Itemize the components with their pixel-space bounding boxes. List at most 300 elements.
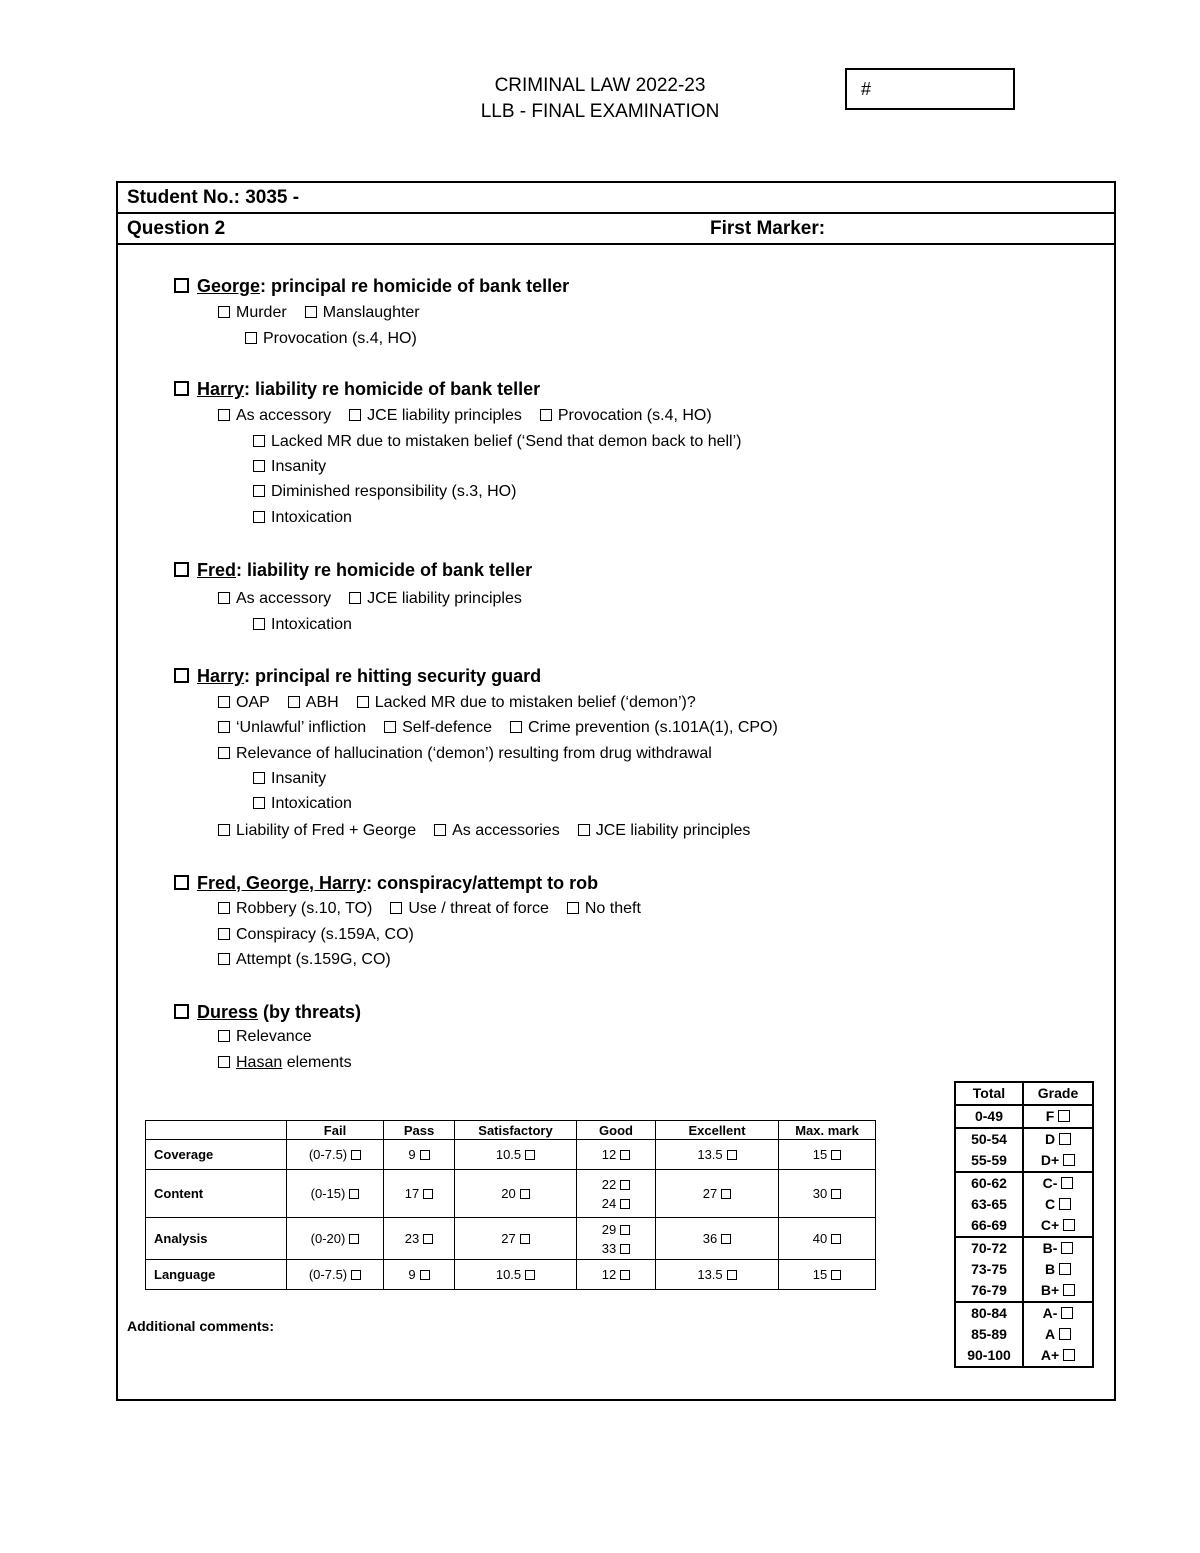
header-cell: Satisfactory — [455, 1121, 577, 1140]
mark-option — [384, 1265, 454, 1284]
checklist-item-label: ‘Unlawful’ infliction — [236, 719, 367, 736]
mark-value: 27 — [702, 1186, 718, 1201]
checkbox-icon[interactable] — [351, 1270, 361, 1280]
header-cell: Pass — [384, 1121, 455, 1140]
checklist-line — [218, 951, 391, 969]
mark-cell — [455, 1218, 577, 1260]
mark-option — [577, 1239, 655, 1258]
total-range: 50-54 — [971, 1131, 1007, 1147]
mark-value: 9 — [408, 1267, 416, 1282]
total-range: 73-75 — [971, 1261, 1007, 1277]
mark-value: 12 — [601, 1267, 617, 1282]
checkbox-icon[interactable] — [218, 306, 230, 318]
mark-value: 13.5 — [697, 1147, 723, 1162]
checkbox-icon[interactable] — [1059, 1198, 1071, 1210]
issue-title: (by threats) — [258, 1002, 362, 1022]
checkbox-icon[interactable] — [218, 592, 230, 604]
checklist-line — [218, 1054, 352, 1072]
grade-letter: C- — [1042, 1175, 1058, 1191]
mark-option — [384, 1145, 454, 1164]
checklist-item-label: Relevance of hallucination (‘demon’) resulting from drug withdrawal — [236, 745, 712, 762]
party-name: Harry — [197, 379, 245, 399]
mark-cell — [779, 1170, 876, 1218]
checkbox-icon[interactable] — [620, 1270, 630, 1280]
mark-cell — [656, 1170, 779, 1218]
grade-letter: B- — [1042, 1240, 1058, 1256]
grade-header-row — [955, 1082, 1093, 1105]
criterion-label: Language — [146, 1260, 287, 1290]
mark-cell — [455, 1170, 577, 1218]
checklist-item-label: As accessory — [236, 590, 332, 607]
checkbox-icon[interactable] — [218, 928, 230, 940]
grade-letter: C — [1044, 1196, 1056, 1212]
checkbox-icon[interactable] — [174, 562, 189, 577]
mark-value: 29 — [601, 1221, 617, 1237]
mark-option — [384, 1229, 454, 1248]
checkbox-icon[interactable] — [1063, 1219, 1075, 1231]
checkbox-icon[interactable] — [620, 1150, 630, 1160]
checkbox-icon[interactable] — [349, 409, 361, 421]
mark-cell — [455, 1260, 577, 1290]
checkbox-icon[interactable] — [721, 1189, 731, 1199]
issue-heading — [174, 1002, 361, 1023]
mark-value: 10.5 — [495, 1147, 522, 1162]
checkbox-icon[interactable] — [620, 1199, 630, 1209]
table-header-row — [146, 1121, 876, 1140]
checkbox-icon[interactable] — [253, 511, 265, 523]
table-row — [146, 1170, 876, 1218]
checkbox-icon[interactable] — [423, 1189, 433, 1199]
grade-option — [1024, 1345, 1092, 1366]
grade-letter: B — [1044, 1261, 1056, 1277]
grade-band-row — [955, 1105, 1093, 1128]
issue-heading — [174, 666, 541, 687]
checkbox-icon[interactable] — [349, 1189, 359, 1199]
issue-title: : conspiracy/attempt to rob — [366, 873, 599, 893]
mark-cell — [779, 1218, 876, 1260]
mark-cell — [577, 1170, 656, 1218]
checklist-line — [218, 694, 696, 712]
checklist-item-label: Crime prevention (s.101A(1), CPO) — [527, 719, 778, 736]
checklist-item-label: As accessory — [236, 407, 332, 424]
mark-option — [577, 1145, 655, 1164]
party-name: Fred, George, Harry — [197, 873, 367, 893]
hash-label: # — [861, 79, 872, 99]
criterion-label: Content — [146, 1170, 287, 1218]
mark-option — [577, 1175, 655, 1194]
party-name: George — [197, 276, 261, 296]
mark-value: (0-15) — [310, 1186, 346, 1201]
checkbox-icon[interactable] — [1061, 1177, 1073, 1189]
checkbox-icon[interactable] — [390, 902, 402, 914]
checklist-line — [245, 330, 417, 348]
mark-option — [656, 1145, 778, 1164]
grade-letter: A — [1044, 1326, 1056, 1342]
header-cell: Max. mark — [779, 1121, 876, 1140]
checkbox-icon[interactable] — [525, 1270, 535, 1280]
mark-option — [779, 1265, 875, 1284]
checklist-item-label: Attempt (s.159G, CO) — [236, 951, 391, 968]
grade-option — [1024, 1215, 1092, 1236]
mark-cell — [656, 1140, 779, 1170]
checkbox-icon[interactable] — [727, 1270, 737, 1280]
checklist-line — [253, 509, 352, 527]
checkbox-icon[interactable] — [218, 953, 230, 965]
checklist-line — [218, 304, 420, 322]
checkbox-icon[interactable] — [174, 1004, 189, 1019]
grade-letter: C+ — [1040, 1217, 1060, 1233]
mark-option — [656, 1229, 778, 1248]
grade-option — [1024, 1238, 1092, 1259]
mark-value: 13.5 — [697, 1267, 723, 1282]
checkbox-icon[interactable] — [218, 1030, 230, 1042]
divider — [116, 243, 1116, 245]
grade-letter: D+ — [1040, 1152, 1060, 1168]
mark-cell — [384, 1260, 455, 1290]
checkbox-icon[interactable] — [218, 902, 230, 914]
issue-title: : principal re hitting security guard — [244, 666, 542, 686]
grade-option — [1024, 1280, 1092, 1301]
checklist-line — [253, 433, 741, 451]
checklist-item-label: Intoxication — [271, 616, 352, 633]
checklist-item-label: JCE liability principles — [367, 590, 522, 607]
checkbox-icon[interactable] — [1063, 1284, 1075, 1296]
issue-title: : liability re homicide of bank teller — [244, 379, 541, 399]
table-row — [146, 1140, 876, 1170]
checklist-line — [218, 1028, 312, 1046]
grade-option — [1024, 1303, 1092, 1324]
mark-cell — [577, 1218, 656, 1260]
total-range: 85-89 — [971, 1326, 1007, 1342]
checklist-line — [253, 770, 326, 788]
grade-header: Grade — [1023, 1082, 1093, 1105]
checkbox-icon[interactable] — [1058, 1110, 1070, 1122]
checklist-item-label: Insanity — [271, 458, 327, 475]
total-range: 76-79 — [971, 1282, 1007, 1298]
grade-letter: F — [1045, 1108, 1055, 1124]
checkbox-icon[interactable] — [218, 1056, 230, 1068]
party-name: Duress — [197, 1002, 259, 1022]
checklist-line — [218, 590, 522, 608]
mark-cell — [287, 1170, 384, 1218]
grade-cell — [1023, 1128, 1093, 1172]
grade-cell — [1023, 1237, 1093, 1302]
student-number: Student No.: 3035 - — [127, 187, 300, 208]
mark-value: 36 — [702, 1231, 718, 1246]
checkbox-icon[interactable] — [288, 696, 300, 708]
mark-value: 9 — [408, 1147, 416, 1162]
mark-cell — [384, 1170, 455, 1218]
checklist-item-label: Provocation (s.4, HO) — [263, 330, 417, 347]
mark-option — [656, 1265, 778, 1284]
mark-cell — [384, 1218, 455, 1260]
checkbox-icon[interactable] — [218, 409, 230, 421]
question-label: Question 2 — [127, 218, 226, 239]
mark-value: 15 — [812, 1267, 828, 1282]
checkbox-icon[interactable] — [831, 1270, 841, 1280]
issue-heading — [174, 560, 532, 581]
checkbox-icon[interactable] — [245, 332, 257, 344]
total-range: 0-49 — [974, 1108, 1004, 1124]
checkbox-icon[interactable] — [174, 875, 189, 890]
mark-cell — [779, 1140, 876, 1170]
mark-cell — [577, 1140, 656, 1170]
checkbox-icon[interactable] — [831, 1189, 841, 1199]
mark-value: (0-7.5) — [308, 1147, 348, 1162]
mark-option — [455, 1229, 576, 1248]
mark-option — [384, 1184, 454, 1203]
checkbox-icon[interactable] — [520, 1234, 530, 1244]
mark-cell — [384, 1140, 455, 1170]
mark-value: 33 — [601, 1240, 617, 1256]
checkbox-icon[interactable] — [1061, 1307, 1073, 1319]
checkbox-icon[interactable] — [423, 1234, 433, 1244]
checkbox-icon[interactable] — [351, 1150, 361, 1160]
checkbox-icon[interactable] — [218, 747, 230, 759]
checklist-line — [218, 900, 641, 918]
checkbox-icon[interactable] — [218, 721, 230, 733]
mark-option — [287, 1265, 383, 1284]
mark-option — [287, 1229, 383, 1248]
total-range-cell — [955, 1237, 1023, 1302]
mark-option — [287, 1145, 383, 1164]
checkbox-icon[interactable] — [434, 824, 446, 836]
total-range: 66-69 — [971, 1217, 1007, 1233]
checklist-line — [253, 795, 352, 813]
total-range: 90-100 — [967, 1347, 1011, 1363]
mark-value: 17 — [404, 1186, 420, 1201]
header-cell — [146, 1121, 287, 1140]
checkbox-icon[interactable] — [1059, 1328, 1071, 1340]
mark-value: 15 — [812, 1147, 828, 1162]
mark-option — [455, 1145, 576, 1164]
mark-cell — [577, 1260, 656, 1290]
checkbox-icon[interactable] — [578, 824, 590, 836]
total-range-cell — [955, 1172, 1023, 1237]
checkbox-icon[interactable] — [218, 824, 230, 836]
criterion-label: Analysis — [146, 1218, 287, 1260]
grade-option — [1024, 1194, 1092, 1215]
checklist-item-label: JCE liability principles — [367, 407, 522, 424]
checklist-line — [218, 926, 414, 944]
grade-band-row — [955, 1302, 1093, 1367]
mark-value: 40 — [812, 1231, 828, 1246]
checkbox-icon[interactable] — [620, 1244, 630, 1254]
issue-title: : principal re homicide of bank teller — [260, 276, 570, 296]
checkbox-icon[interactable] — [721, 1234, 731, 1244]
mark-option — [577, 1220, 655, 1239]
mark-option — [455, 1265, 576, 1284]
checkbox-icon[interactable] — [384, 721, 396, 733]
total-range: 70-72 — [971, 1240, 1007, 1256]
checkbox-icon[interactable] — [1059, 1133, 1071, 1145]
additional-comments-label: Additional comments: — [127, 1318, 275, 1334]
exam-title: CRIMINAL LAW 2022-23 — [494, 75, 706, 96]
mark-option — [656, 1184, 778, 1203]
mark-option — [577, 1265, 655, 1284]
total-range: 80-84 — [971, 1305, 1007, 1321]
checkbox-icon[interactable] — [218, 696, 230, 708]
total-range-cell — [955, 1105, 1023, 1128]
checkbox-icon[interactable] — [727, 1150, 737, 1160]
first-marker-label: First Marker: — [710, 218, 826, 239]
issue-heading — [174, 379, 540, 400]
checklist-line — [253, 458, 326, 476]
checkbox-icon[interactable] — [253, 772, 265, 784]
checkbox-icon[interactable] — [525, 1150, 535, 1160]
grade-option — [1024, 1150, 1092, 1171]
total-header: Total — [955, 1082, 1023, 1105]
checklist-item-label: Hasan elements — [236, 1054, 352, 1071]
grade-letter: A- — [1042, 1305, 1058, 1321]
checklist-item-label: Murder — [236, 304, 287, 321]
issue-heading — [174, 873, 598, 894]
checkbox-icon[interactable] — [253, 460, 265, 472]
checklist-item-label: Provocation (s.4, HO) — [557, 407, 712, 424]
grade-letter: B+ — [1040, 1282, 1060, 1298]
mark-option — [779, 1145, 875, 1164]
checklist-item-label: Conspiracy (s.159A, CO) — [236, 926, 414, 943]
total-range: 60-62 — [971, 1175, 1007, 1191]
checkbox-icon[interactable] — [520, 1189, 530, 1199]
mark-value: (0-20) — [310, 1231, 346, 1246]
checklist-item-label: Lacked MR due to mistaken belief (‘demon’)? — [374, 694, 696, 711]
checklist-line — [218, 822, 750, 840]
mark-cell — [656, 1260, 779, 1290]
grade-band-row — [955, 1128, 1093, 1172]
header-cell: Fail — [287, 1121, 384, 1140]
exam-subtitle: LLB - FINAL EXAMINATION — [480, 101, 720, 122]
checkbox-icon[interactable] — [567, 902, 579, 914]
checklist-item-label: As accessories — [452, 822, 560, 839]
checklist-item-label: Manslaughter — [322, 304, 420, 321]
mark-value: 23 — [404, 1231, 420, 1246]
marks-rubric-table — [145, 1120, 876, 1290]
mark-cell — [287, 1260, 384, 1290]
grade-option — [1024, 1173, 1092, 1194]
checklist-item-label: Intoxication — [271, 795, 352, 812]
checklist-line — [218, 745, 712, 763]
grade-letter: A+ — [1040, 1347, 1060, 1363]
checkbox-icon[interactable] — [305, 306, 317, 318]
grade-option — [1024, 1324, 1092, 1345]
checkbox-icon[interactable] — [174, 668, 189, 683]
mark-value: 22 — [601, 1176, 617, 1192]
checklist-item-label: Lacked MR due to mistaken belief (‘Send that demon back to hell’) — [271, 433, 742, 450]
mark-option — [287, 1184, 383, 1203]
mark-cell — [656, 1218, 779, 1260]
checkbox-icon[interactable] — [349, 592, 361, 604]
criterion-label: Coverage — [146, 1140, 287, 1170]
checklist-item-label: Diminished responsibility (s.3, HO) — [271, 483, 517, 500]
mark-cell — [287, 1140, 384, 1170]
checkbox-icon[interactable] — [253, 485, 265, 497]
mark-value: 27 — [501, 1231, 516, 1246]
mark-value: 20 — [501, 1186, 516, 1201]
header-cell: Excellent — [656, 1121, 779, 1140]
mark-option — [577, 1194, 655, 1213]
checklist-item-label: No theft — [584, 900, 641, 917]
total-range-cell — [955, 1128, 1023, 1172]
checkbox-icon[interactable] — [174, 278, 189, 293]
checklist-item-label: Self-defence — [402, 719, 492, 736]
grade-band-row — [955, 1237, 1093, 1302]
mark-cell — [779, 1260, 876, 1290]
party-name: Fred — [197, 560, 237, 580]
checkbox-icon[interactable] — [831, 1234, 841, 1244]
mark-option — [455, 1184, 576, 1203]
table-row — [146, 1218, 876, 1260]
issue-heading — [174, 276, 569, 297]
checkbox-icon[interactable] — [420, 1150, 430, 1160]
mark-option — [779, 1184, 875, 1203]
grade-table — [954, 1081, 1094, 1368]
checklist-line — [253, 483, 516, 501]
mark-value: 10.5 — [495, 1267, 522, 1282]
grade-option — [1024, 1129, 1092, 1150]
mark-value: 12 — [601, 1147, 617, 1162]
grade-option — [1024, 1106, 1092, 1127]
checklist-item-label: Insanity — [271, 770, 327, 787]
total-range: 63-65 — [971, 1196, 1007, 1212]
checkbox-icon[interactable] — [620, 1180, 630, 1190]
checkbox-icon[interactable] — [1059, 1263, 1071, 1275]
total-range-cell — [955, 1302, 1023, 1367]
total-range: 55-59 — [971, 1152, 1007, 1168]
checkbox-icon[interactable] — [253, 435, 265, 447]
checkbox-icon[interactable] — [174, 381, 189, 396]
checklist-item-label: Liability of Fred + George — [236, 822, 417, 839]
checkbox-icon[interactable] — [253, 618, 265, 630]
mark-cell — [287, 1218, 384, 1260]
checkbox-icon[interactable] — [831, 1150, 841, 1160]
issue-title: : liability re homicide of bank teller — [236, 560, 533, 580]
checkbox-icon[interactable] — [620, 1225, 630, 1235]
checkbox-icon[interactable] — [420, 1270, 430, 1280]
checklist-line — [253, 616, 352, 634]
grade-cell — [1023, 1302, 1093, 1367]
checklist-item-label: Relevance — [236, 1028, 312, 1045]
candidate-number-box[interactable] — [845, 68, 1015, 110]
checklist-line — [218, 719, 778, 737]
grade-band-row — [955, 1172, 1093, 1237]
checkbox-icon[interactable] — [349, 1234, 359, 1244]
party-name: Harry — [197, 666, 245, 686]
checkbox-icon[interactable] — [357, 696, 369, 708]
table-row — [146, 1260, 876, 1290]
checklist-item-label: Intoxication — [271, 509, 352, 526]
grade-letter: D — [1044, 1131, 1056, 1147]
checkbox-icon[interactable] — [1061, 1242, 1073, 1254]
grade-cell — [1023, 1172, 1093, 1237]
header-cell: Good — [577, 1121, 656, 1140]
checkbox-icon[interactable] — [253, 797, 265, 809]
mark-value: 30 — [812, 1186, 828, 1201]
mark-option — [779, 1229, 875, 1248]
divider — [116, 212, 1116, 214]
checklist-item-label: ABH — [305, 694, 339, 711]
grade-cell — [1023, 1105, 1093, 1128]
checkbox-icon[interactable] — [1063, 1154, 1075, 1166]
checklist-item-label: OAP — [236, 694, 270, 711]
grade-option — [1024, 1259, 1092, 1280]
checkbox-icon[interactable] — [540, 409, 552, 421]
mark-value: 24 — [601, 1195, 617, 1211]
checkbox-icon[interactable] — [510, 721, 522, 733]
checkbox-icon[interactable] — [1063, 1349, 1075, 1361]
mark-cell — [455, 1140, 577, 1170]
checklist-item-label: Robbery (s.10, TO) — [236, 900, 373, 917]
